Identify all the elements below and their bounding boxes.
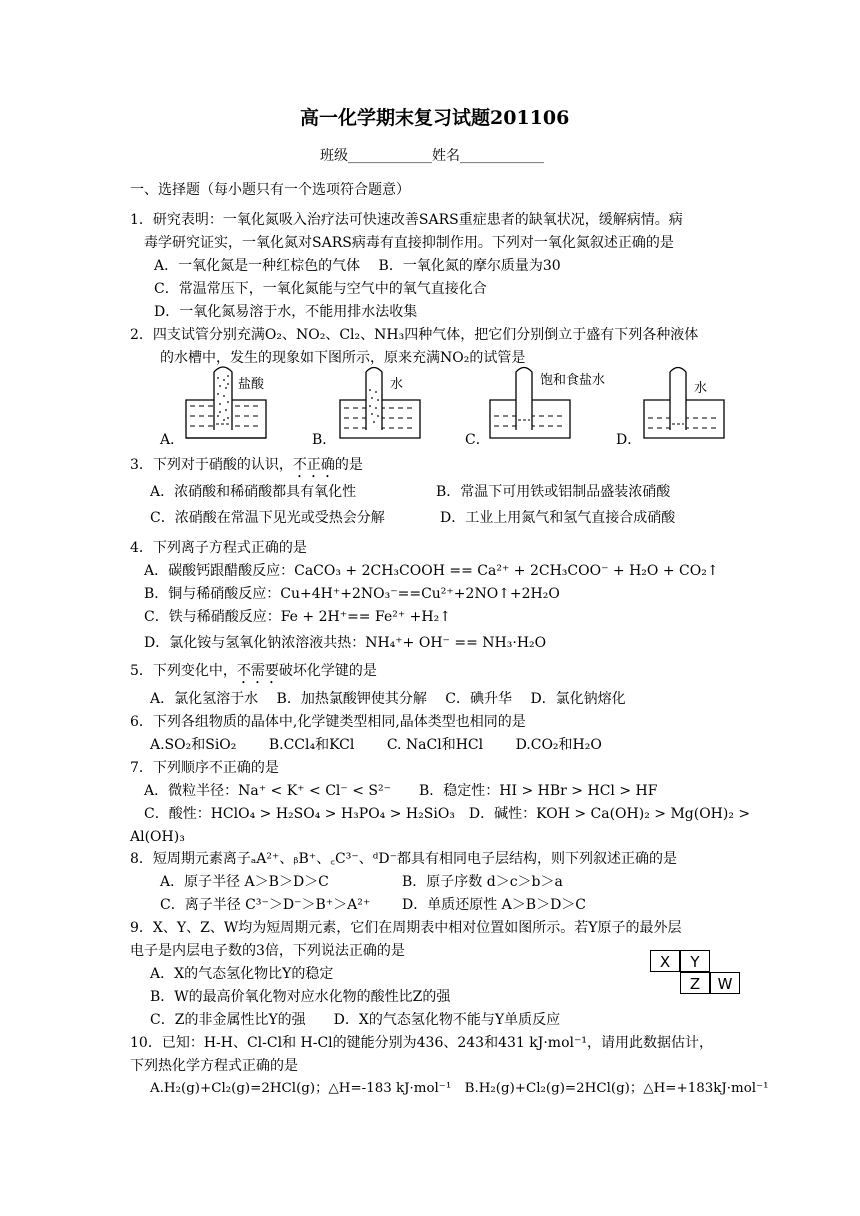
q3-option-d: D．工业上用氮气和氢气直接合成硝酸: [440, 510, 676, 526]
q4-option-c: C．铁与稀硝酸反应：Fe + 2H⁺== Fe²⁺ +H₂↑: [144, 609, 451, 625]
q1-stem-line1: 1．研究表明：一氧化氮吸入治疗法可快速改善SARS重症患者的缺氧状况，缓解病情。病: [130, 212, 683, 228]
q8-option-d: D．单质还原性 A＞B＞D＞C: [402, 897, 587, 913]
q8-stem: 8．短周期元素离子ₐA²⁺、ᵦB⁺、꜀C³⁻、ᵈD⁻都具有相同电子层结构，则下列叙述正确的是: [130, 851, 677, 867]
figure-c: [490, 368, 605, 439]
q10-options: A.H₂(g)+Cl₂(g)=2HCl(g)；△H=-183 kJ·mol⁻¹ B.H₂(g)+Cl₂(g)=2HCl(g)；△H=+183kJ·mol⁻¹: [150, 1081, 769, 1096]
figure-b: [340, 368, 420, 439]
q9-option-a: A．X的气态氢化物比Y的稳定: [150, 966, 334, 982]
q3-option-b: B．常温下可用铁或铝制品盛装浓硝酸: [436, 484, 671, 500]
q2-label-c: C．: [465, 432, 490, 448]
q4-option-a: A．碳酸钙跟醋酸反应：CaCO₃ + 2CH₃COOH == Ca²⁺ + 2CH₃COO⁻ + H₂O + CO₂↑: [144, 563, 719, 579]
q8-option-b: B．原子序数 d＞c＞b＞a: [402, 874, 563, 890]
q3-stem-post: 的是: [334, 457, 363, 473]
page-title: 高一化学期末复习试题201106: [300, 107, 570, 129]
q4-stem: 4．下列离子方程式正确的是: [130, 540, 307, 556]
q1-option-d: D．一氧化氮易溶于水，不能用排水法收集: [154, 304, 418, 320]
q8-option-a: A．原子半径 A＞B＞D＞C: [160, 874, 329, 890]
q3-stem-pre: 3．下列对于硝酸的认识，: [130, 457, 293, 473]
grid-cell-y: Y: [680, 950, 710, 972]
q5-options: A．氯化氢溶于水 B．加热氯酸钾使其分解 C．碘升华 D．氯化钠熔化: [150, 691, 626, 707]
q3-stem: [130, 455, 363, 481]
q10-stem-line2: 下列热化学方程式正确的是: [130, 1058, 298, 1074]
figure-b-liquid-label: 水: [390, 377, 404, 392]
q9-stem-line2: 电子是内层电子数的3倍，下列说法正确的是: [130, 943, 405, 959]
q9-stem-line1: 9．X、Y、Z、W均为短周期元素，它们在周期表中相对位置如图所示。若Y原子的最外层: [130, 920, 682, 936]
q2-stem-line1: 2．四支试管分别充满O₂、NO₂、Cl₂、NH₃四种气体，把它们分别倒立于盛有下列各种液体: [130, 327, 699, 343]
q6-stem: 6．下列各组物质的晶体中,化学键类型相同,晶体类型也相同的是: [130, 714, 526, 730]
q5-stem-emphasis: 不需要: [236, 663, 279, 679]
grid-cell-z: Z: [680, 972, 710, 994]
q2-label-d: D．: [616, 432, 642, 448]
q4-option-d: D．氯化铵与氢氧化钠浓溶液共热：NH₄⁺+ OH⁻ == NH₃·H₂O: [144, 635, 547, 651]
q2-label-a: A．: [160, 432, 185, 448]
q7-option-cd: C．酸性：HClO₄ > H₂SO₄ > H₃PO₄ > H₂SiO₃ D．碱性：KOH > Ca(OH)₂ > Mg(OH)₂ >: [144, 806, 751, 822]
figure-c-liquid-label: 饱和食盐水: [540, 373, 606, 388]
q2-label-b: B．: [312, 432, 337, 448]
q3-stem-emphasis: 不正确: [292, 457, 335, 473]
q9-option-cd: C．Z的非金属性比Y的强 D．X的气态氢化物不能与Y单质反应: [150, 1012, 561, 1028]
q4-option-b: B．铜与稀硝酸反应：Cu+4H⁺+2NO₃⁻==Cu²⁺+2NO↑+2H₂O: [144, 586, 560, 602]
q7-option-d-cont: Al(OH)₃: [130, 829, 185, 845]
q3-option-c: C．浓硝酸在常温下见光或受热会分解: [150, 510, 385, 526]
q1-option-ab: A．一氧化氮是一种红棕色的气体 B．一氧化氮的摩尔质量为30: [154, 258, 561, 274]
figure-a-liquid-label: 盐酸: [238, 377, 265, 392]
class-name-line: 班级____________姓名____________: [320, 148, 544, 164]
q5-stem-post: 破坏化学键的是: [278, 663, 377, 679]
figure-d-liquid-label: 水: [694, 381, 708, 396]
grid-cell-w: W: [710, 972, 740, 994]
q8-option-c: C．离子半径 C³⁻＞D⁻＞B⁺＞A²⁺: [160, 897, 371, 913]
q2-stem-line2: 的水槽中，发生的现象如下图所示，原来充满NO₂的试管是: [160, 350, 526, 366]
section-heading: 一、选择题（每小题只有一个选项符合题意）: [130, 182, 410, 198]
figure-d: [644, 368, 724, 439]
q5-stem: [130, 661, 377, 687]
q1-stem-line2: 毒学研究证实，一氧化氮对SARS病毒有直接抑制作用。下列对一氧化氮叙述正确的是: [144, 235, 674, 251]
grid-cell-x: X: [650, 950, 680, 972]
q6-options: A.SO₂和SiO₂ B.CCl₄和KCl C. NaCl和HCl D.CO₂和H₂O: [150, 737, 602, 753]
q7-option-ab: A．微粒半径：Na⁺ < K⁺ < Cl⁻ < S²⁻ B．稳定性：HI > HBr > HCl > HF: [144, 783, 658, 799]
q9-option-b: B．W的最高价氧化物对应水化物的酸性比Z的强: [150, 989, 451, 1005]
q5-stem-pre: 5．下列变化中，: [130, 663, 237, 679]
q7-stem: 7．下列顺序不正确的是: [130, 760, 279, 776]
q2-test-tube-figures: [150, 360, 750, 452]
q3-option-a: A．浓硝酸和稀硝酸都具有氧化性: [150, 484, 357, 500]
q1-option-c: C．常温常压下，一氧化氮能与空气中的氧气直接化合: [154, 281, 487, 297]
figure-a: [186, 367, 266, 438]
q10-stem-line1: 10．已知：H-H、Cl-Cl和 H-Cl的键能分别为436、243和431 kJ·mol⁻¹，请用此数据估计，: [130, 1035, 713, 1051]
